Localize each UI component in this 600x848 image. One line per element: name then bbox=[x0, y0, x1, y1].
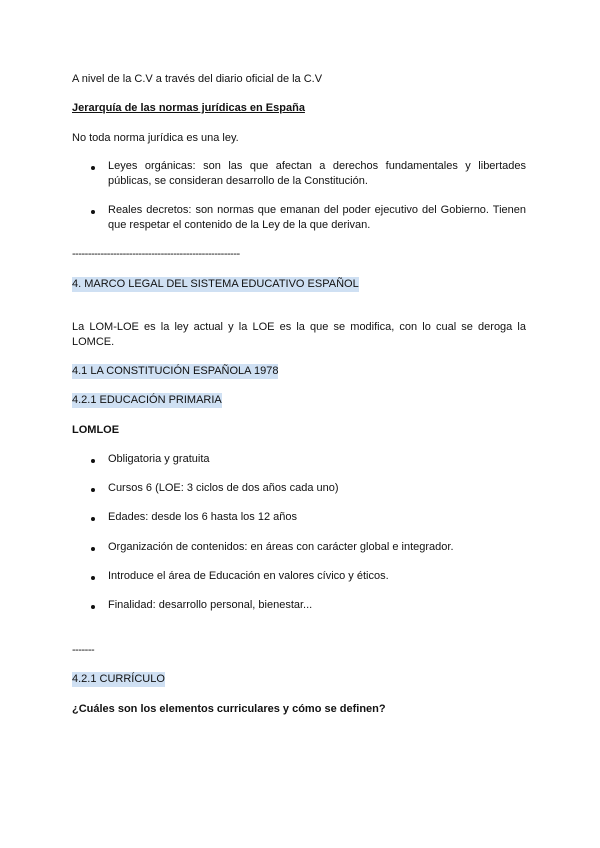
separator-long: ----------------------------------------------------- bbox=[72, 248, 240, 260]
bullet-icon bbox=[91, 210, 95, 214]
bullet-icon bbox=[91, 605, 95, 609]
lomloe-item: Cursos 6 (LOE: 3 ciclos de dos años cada uno) bbox=[108, 482, 339, 494]
section-4-title: 4. MARCO LEGAL DEL SISTEMA EDUCATIVO ESPAÑOL bbox=[72, 278, 359, 290]
separator-short: ------- bbox=[72, 644, 95, 656]
bullet-icon bbox=[91, 547, 95, 551]
lomloe-item: Edades: desde los 6 hasta los 12 años bbox=[108, 511, 297, 523]
lomloe-item: Organización de contenidos: en áreas con carácter global e integrador. bbox=[108, 541, 454, 553]
not-every-norm-text: No toda norma jurídica es una ley. bbox=[72, 132, 239, 144]
lomloe-heading: LOMLOE bbox=[72, 424, 120, 436]
section-4-1-title: 4.1 LA CONSTITUCIÓN ESPAÑOLA 1978 bbox=[72, 365, 279, 377]
bullet-icon bbox=[91, 576, 95, 580]
curriculo-question: ¿Cuáles son los elementos curriculares y cómo se definen? bbox=[72, 703, 386, 715]
section-4-2-1-title: 4.2.1 EDUCACIÓN PRIMARIA bbox=[72, 394, 222, 406]
bullet-icon bbox=[91, 459, 95, 463]
intro-line: A nivel de la C.V a través del diario oficial de la C.V bbox=[72, 73, 323, 85]
bullet-icon bbox=[91, 488, 95, 492]
bullet-icon bbox=[91, 517, 95, 521]
bullet-icon bbox=[91, 166, 95, 170]
lomloe-paragraph: La LOM-LOE es la ley actual y la LOE es la que se modifica, con lo cual se deroga la LOMCE. bbox=[72, 321, 526, 348]
curriculo-title: 4.2.1 CURRÍCULO bbox=[72, 673, 165, 685]
lomloe-item: Finalidad: desarrollo personal, bienestar... bbox=[108, 599, 313, 611]
lomloe-item: Obligatoria y gratuita bbox=[108, 453, 210, 465]
hierarchy-heading: Jerarquía de las normas jurídicas en España bbox=[72, 102, 305, 114]
hierarchy-item: Reales decretos: son normas que emanan del poder ejecutivo del Gobierno. Tienen que respetar el contenido de la Ley de la que derivan. bbox=[108, 204, 526, 231]
lomloe-item: Introduce el área de Educación en valores cívico y éticos. bbox=[108, 570, 389, 582]
hierarchy-item: Leyes orgánicas: son las que afectan a derechos fundamentales y libertades públicas, se consideran desarrollo de la Constitución. bbox=[108, 160, 526, 187]
